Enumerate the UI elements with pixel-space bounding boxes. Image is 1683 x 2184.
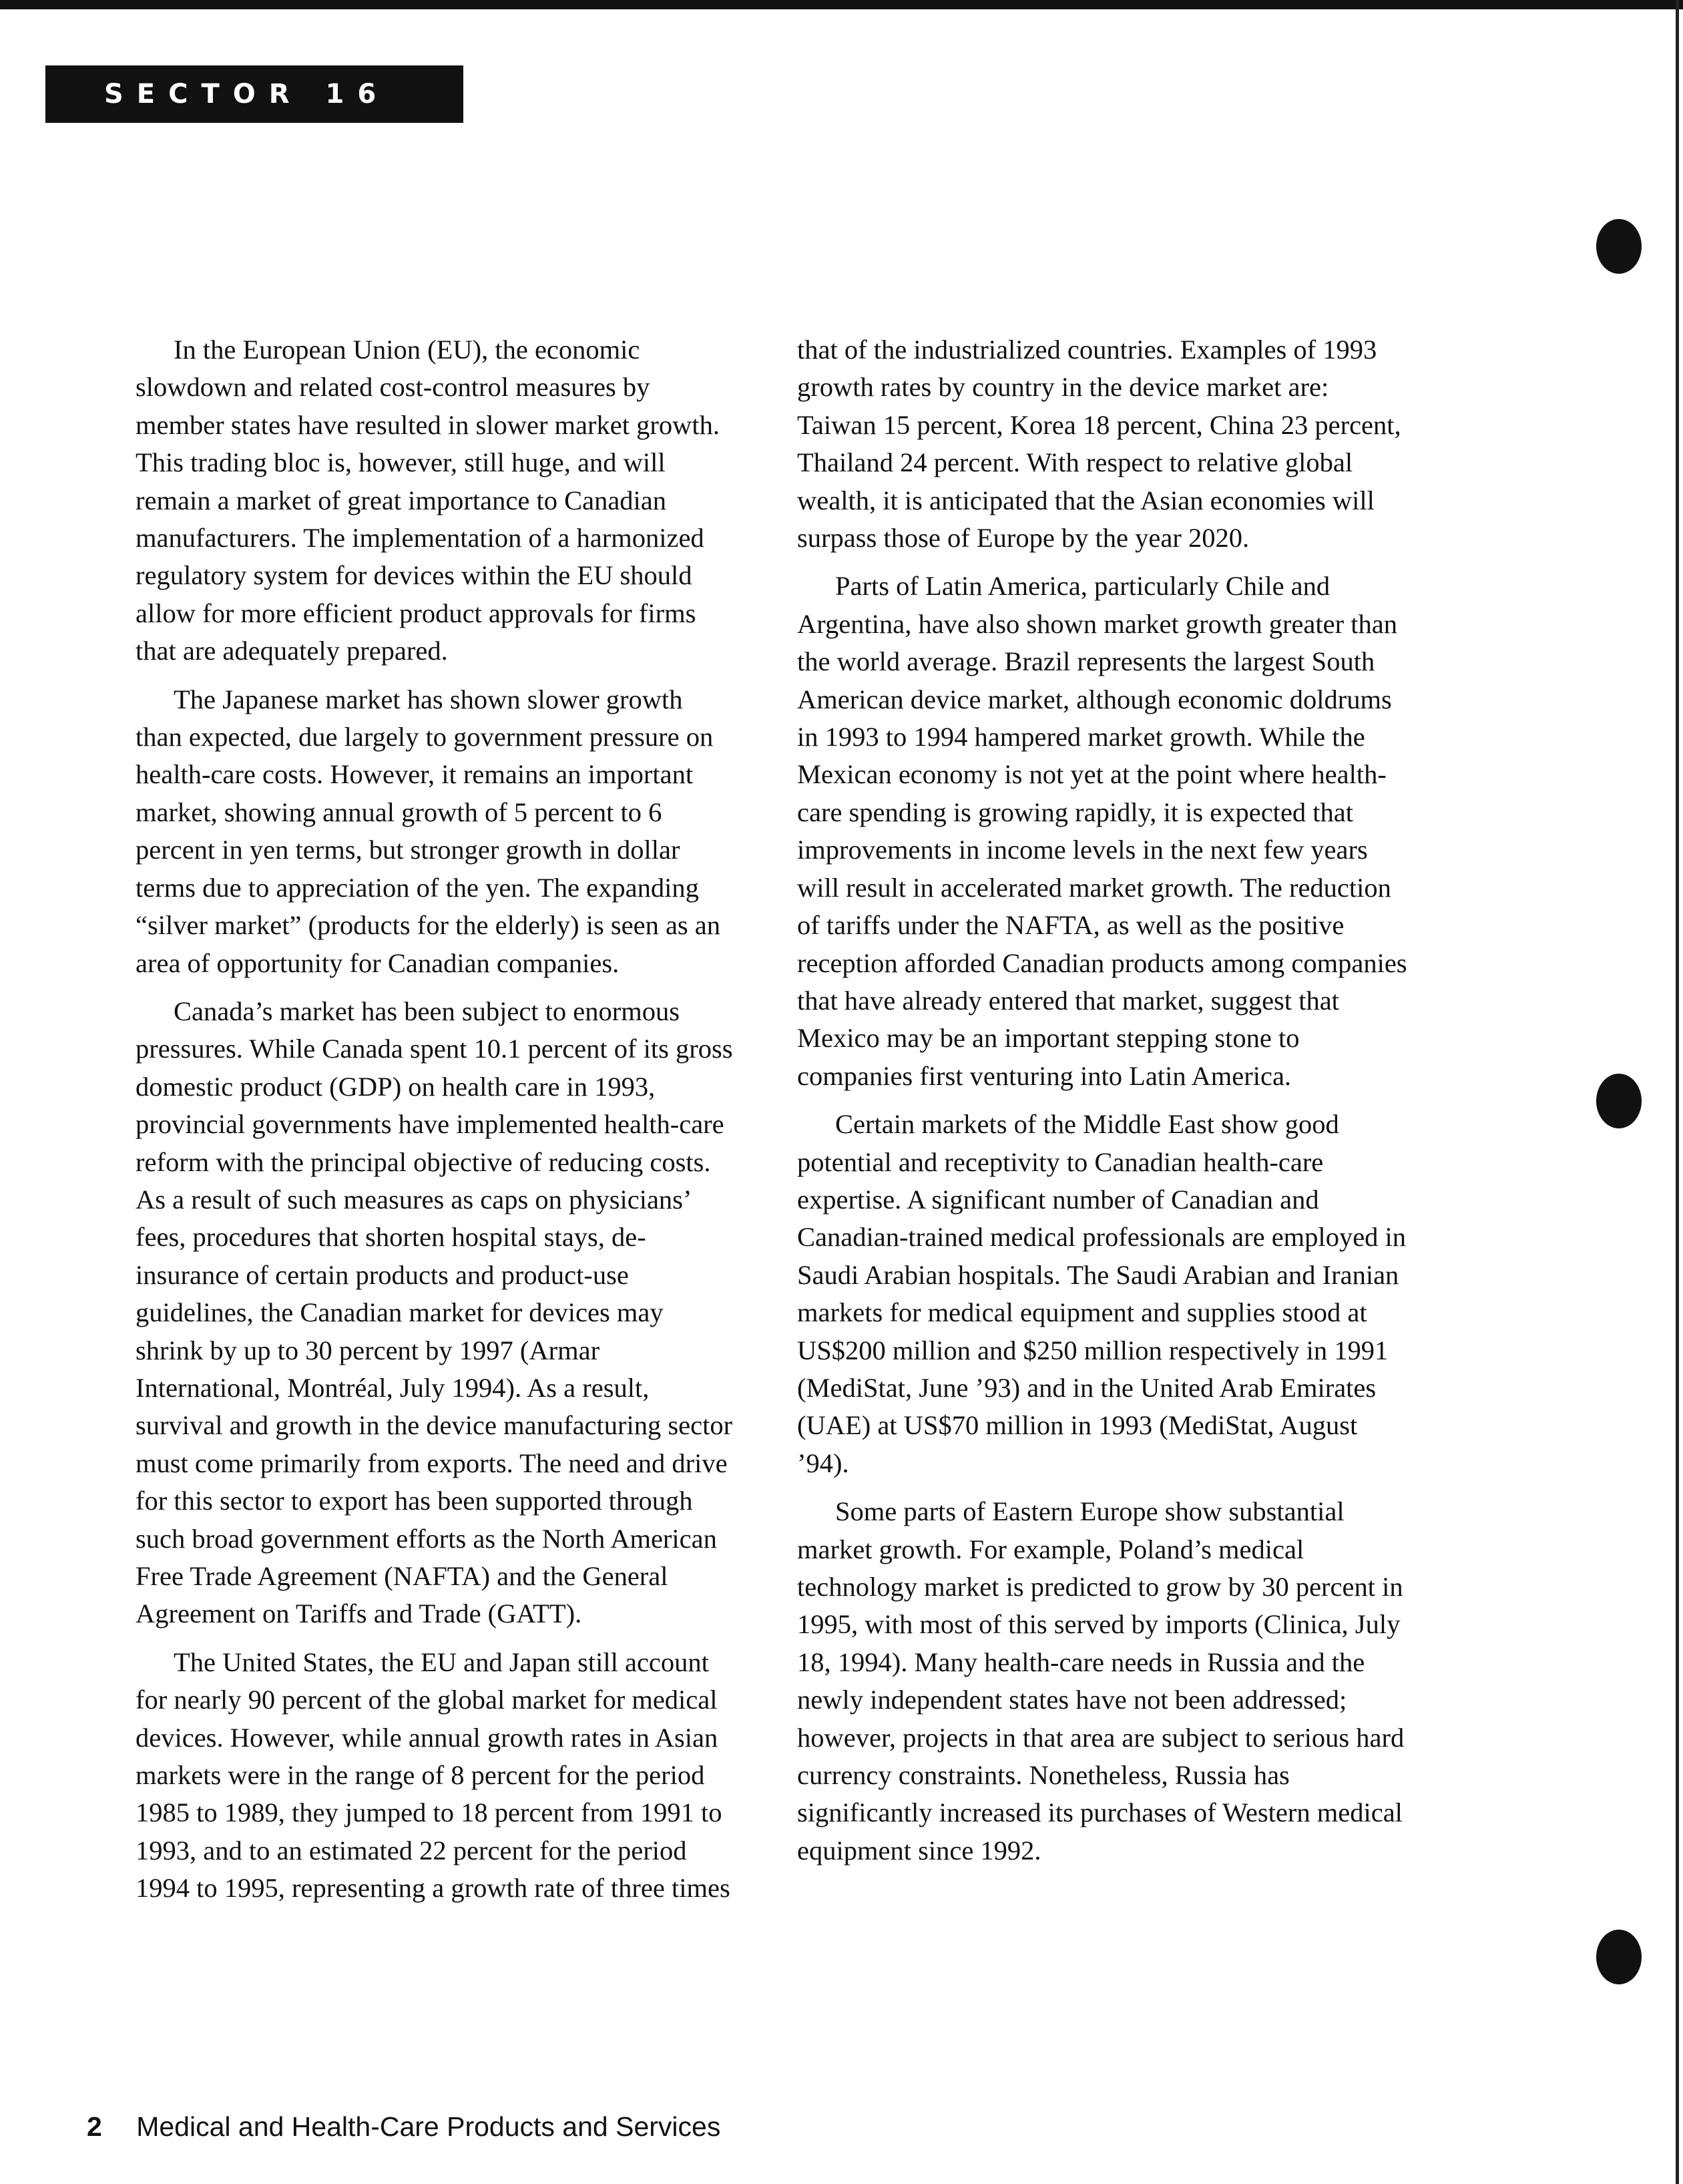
page-number: 2 [87, 2111, 102, 2142]
paragraph-continuation: that of the industrialized countries. Examples of 1993 growth rates by country in the device market are: Taiwan 15 percent, Korea 18 percent, China 23 percent, Thailand 24 percent. With respect to relative global wealth, it is anticipated that the Asian economies will surpass those of Europe by the year 2020. [797, 335, 1401, 554]
binder-hole-icon [1596, 1074, 1642, 1128]
sector-tag: SECTOR 16 [45, 65, 463, 123]
top-rule [0, 0, 1683, 9]
binder-hole-icon [1596, 1930, 1642, 1984]
page-footer [87, 2111, 720, 2143]
right-column [797, 331, 1411, 1880]
footer-title: Medical and Health-Care Products and Services [136, 2111, 721, 2142]
paragraph-eastern-europe: Some parts of Eastern Europe show substantial market growth. For example, Poland’s medical technology market is predicted to grow by 30 percent in 1995, with most of this served by imports (Clinica, July 18, 1994). Many health-care needs in Russia and the newly independent states have not been addressed; however, projects in that area are subject to serious hard currency constraints. Nonetheless, Russia has significantly increased its purchases of Western medical equipment since 1992. [797, 1496, 1405, 1866]
right-edge-rule [1676, 0, 1679, 2184]
paragraph-japan: The Japanese market has shown slower growth than expected, due largely to government pressure on health-care costs. However, it remains an important market, showing annual growth of 5 percent to 6 percent in yen terms, but stronger growth in dollar terms due to appreciation of the yen. The expanding “silver market” (products for the elderly) is seen as an area of opportunity for Canadian companies. [136, 684, 721, 978]
binder-hole-icon [1596, 219, 1642, 274]
paragraph-latin-america: Parts of Latin America, particularly Chile and Argentina, have also shown market growth greater than the world average. Brazil represents the largest South American device market, although economic doldrums in 1993 to 1994 hampered market growth. While the Mexican economy is not yet at the point where health-care spending is growing rapidly, it is expected that improvements in income levels in the next few years will result in accelerated market growth. The reduction of tariffs under the NAFTA, as well as the positive reception afforded Canadian products among companies that have already entered that market, suggest that Mexico may be an important stepping stone to companies first venturing into Latin America. [797, 571, 1407, 1091]
paragraph-eu: In the European Union (EU), the economic slowdown and related cost-control measures by member states have resulted in slower market growth. This trading bloc is, however, still huge, and will remain a market of great importance to Canadian manufacturers. The implementation of a harmonized regulatory system for devices within the EU should allow for more efficient product approvals for firms that are adequately prepared. [136, 335, 720, 666]
paragraph-global-market: The United States, the EU and Japan still account for nearly 90 percent of the global market for medical devices. However, while annual growth rates in Asian markets were in the range of 8 percent for the period 1985 to 1989, they jumped to 18 percent from 1991 to 1993, and to an estimated 22 percent for the period 1994 to 1995, representing a growth rate of three times [136, 1647, 730, 1904]
left-column [136, 331, 733, 1918]
paragraph-canada: Canada’s market has been subject to enormous pressures. While Canada spent 10.1 percent of its gross domestic product (GDP) on health care in 1993, provincial governments have implemented health-care reform with the principal objective of reducing costs. As a result of such measures as caps on physicians’ fees, procedures that shorten hospital stays, de-insurance of certain products and product-use guidelines, the Canadian market for devices may shrink by up to 30 percent by 1997 (Armar International, Montréal, July 1994). As a result, survival and growth in the device manufacturing sector must come primarily from exports. The need and drive for this sector to export has been supported through such broad government efforts as the North American Free Trade Agreement (NAFTA) and the General Agreement on Tariffs and Trade (GATT). [136, 996, 733, 1629]
paragraph-middle-east: Certain markets of the Middle East show good potential and receptivity to Canadian health-care expertise. A significant number of Canadian and Canadian-trained medical professionals are employed in Saudi Arabian hospitals. The Saudi Arabian and Iranian markets for medical equipment and supplies stood at US$200 million and $250 million respectively in 1991 (MediStat, June ’93) and in the United Arab Emirates (UAE) at US$70 million in 1993 (MediStat, August ’94). [797, 1109, 1407, 1478]
